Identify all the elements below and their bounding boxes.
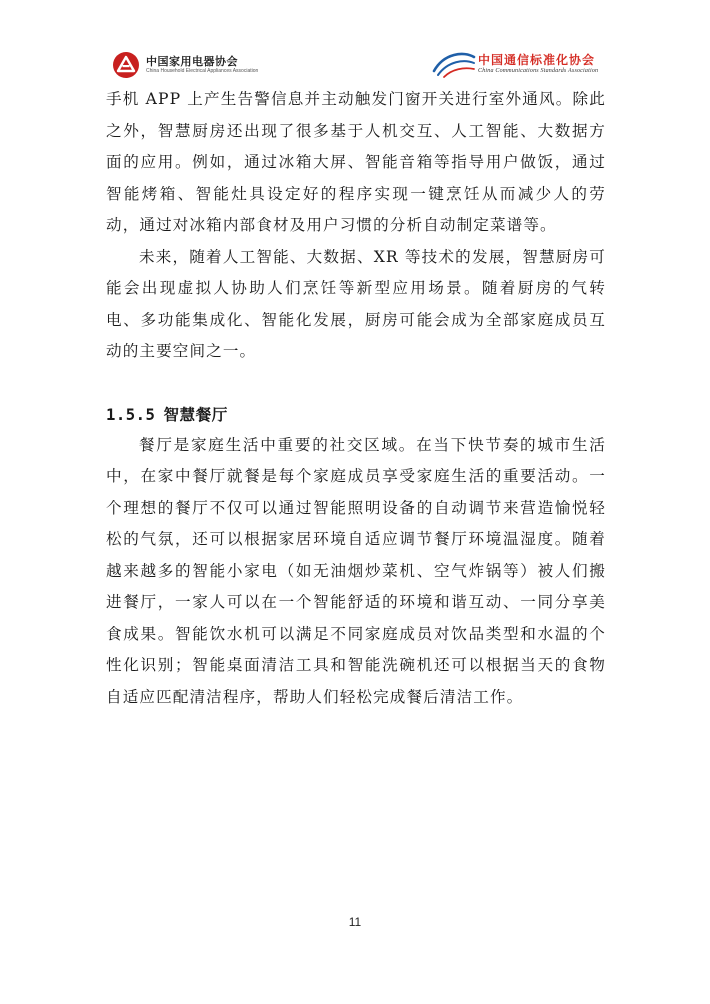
body-paragraph-1: 手机 APP 上产生告警信息并主动触发门窗开关进行室外通风。除此之外，智慧厨房还出现了很多基于人机交互、人工智能、大数据方面的应用。例如，通过冰箱大屏、智能音箱等指导用户做饭，通过智能烤箱、智能灶具设定好的程序实现一键烹饪从而减少人的劳动，通过对冰箱内部食材及用户习惯的分析自动制定菜谱等。 — [106, 90, 606, 234]
ccsa-logo — [430, 47, 610, 81]
ccsa-name-cn: 中国通信标准化协会 — [478, 53, 596, 67]
cheaa-logo — [112, 50, 258, 80]
page-header — [0, 0, 710, 90]
cheaa-emblem-icon — [112, 51, 140, 79]
cheaa-name-en: China Household Electrical Appliances Association — [146, 68, 259, 74]
body-paragraph-2: 未来，随着人工智能、大数据、XR 等技术的发展，智慧厨房可能会出现虚拟人协助人们烹饪等新型应用场景。随着厨房的气转电、多功能集成化、智能化发展，厨房可能会成为全部家庭成员互动的主要空间之一。 — [106, 247, 606, 360]
body-paragraph-3: 餐厅是家庭生活中重要的社交区域。在当下快节奏的城市生活中，在家中餐厅就餐是每个家庭成员享受家庭生活的重要活动。一个理想的餐厅不仅可以通过智能照明设备的自动调节来营造愉悦轻松的气氛，还可以根据家居环境自适应调节餐厅环境温湿度。随着越来越多的智能小家电（如无油烟炒菜机、空气炸锅等）被人们搬进餐厅，一家人可以在一个智能舒适的环境和谐互动、一同分享美食成果。智能饮水机可以满足不同家庭成员对饮品类型和水温的个性化识别；智能桌面清洁工具和智能洗碗机还可以根据当天的食物自适应匹配清洁程序，帮助人们轻松完成餐后清洁工作。 — [106, 435, 606, 706]
page-number: 11 — [348, 915, 362, 929]
ccsa-emblem-icon — [430, 49, 476, 79]
section-number: 1.5.5 — [106, 405, 156, 424]
cheaa-name-cn: 中国家用电器协会 — [146, 55, 238, 68]
section-title: 智慧餐厅 — [163, 405, 228, 424]
ccsa-name-en: China Communications Standards Association — [478, 68, 599, 74]
page-body — [106, 84, 606, 713]
section-heading — [106, 400, 606, 430]
